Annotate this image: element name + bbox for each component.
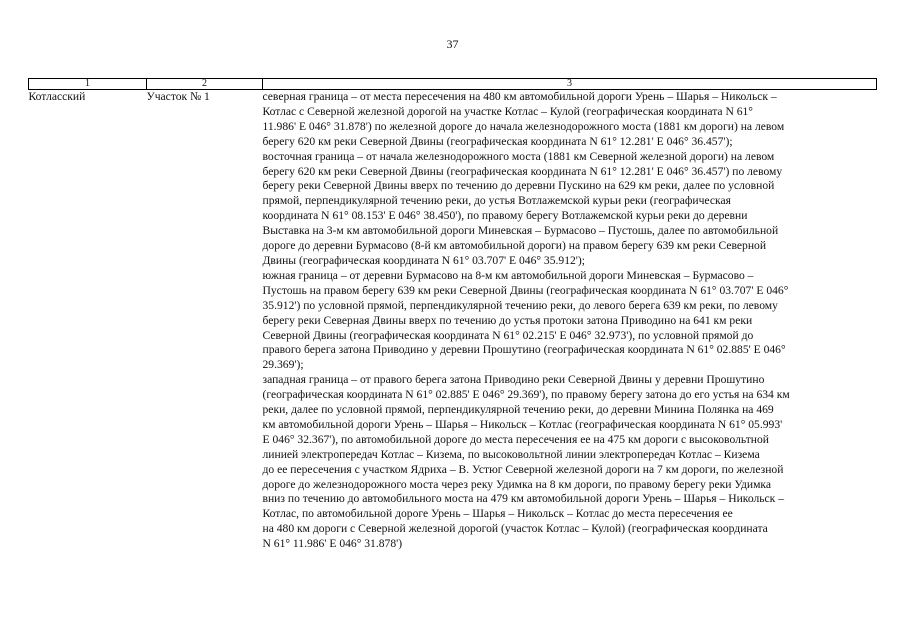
boundary-description <box>263 90 877 553</box>
description-line: Котлас, по автомобильной дороге Урень – Шарья – Никольск – Котлас до места пересечения ее <box>262 507 733 521</box>
boundary-table <box>28 78 877 552</box>
description-line: 29.369'); <box>262 358 304 372</box>
description-line: 35.912') по условной прямой, перпендикулярной течению реки, до левого берега 639 км реки, по левому <box>262 298 778 312</box>
column-number-1: 1 <box>29 79 147 90</box>
description-line: реки, далее по условной прямой, перпендикулярной течению реки, до деревни Минина Полянка на 469 <box>262 403 774 417</box>
section-name: Участок № 1 <box>146 90 210 103</box>
description-line: дороге до деревни Бурмасово (8-й км автомобильной дороги) на правом берегу 639 км реки Северной <box>262 239 767 253</box>
column-number-3: 3 <box>263 79 877 90</box>
description-line: (географическая координата N 61° 02.885' E 046° 29.369'), по правому берегу затона до его устья на 634 км <box>262 388 790 402</box>
description-line: берегу реки Северной Двины вверх по течению до деревни Пускино на 629 км реки, далее по условной <box>262 179 775 193</box>
description-line: км автомобильной дороги Урень – Шарья – Никольск – Котлас (географическая координата N 61° 05.993' <box>262 417 783 431</box>
description-line: берегу 620 км реки Северной Двины (географическая координата N 61° 12.281' E 046° 36.457'); <box>262 134 733 148</box>
description-line: Двины (географическая координата N 61° 03.707' E 046° 35.912'); <box>262 253 585 267</box>
description-line: западная граница – от правого берега затона Приводино реки Северной Двины у деревни Прошутино <box>262 373 765 387</box>
description-line: линией электропередач Котлас – Кизема, по высоковольтной линии электропередач Котлас – Кизема <box>262 447 760 461</box>
description-line: прямой, перпендикулярной течению реки, до устья Вотлажемской курьи реки (географическая <box>262 194 731 208</box>
description-line: южная граница – от деревни Бурмасово на 8-м км автомобильной дороги Миневская – Бурмасово – <box>262 268 754 282</box>
description-line: Северной Двины (географическая координата N 61° 02.215' E 046° 32.973'), по условной прямой до <box>262 328 754 342</box>
table-row <box>29 90 877 553</box>
description-line: северная граница – от места пересечения на 480 км автомобильной дороги Урень – Шарья – Никольск – <box>262 90 777 103</box>
description-line: N 61° 11.986' E 046° 31.878') <box>262 537 403 551</box>
column-number-row <box>29 79 877 90</box>
description-line: на 480 км дороги с Северной железной дорогой (участок Котлас – Кулой) (географическая координата <box>262 522 768 536</box>
district-name: Котласский <box>28 90 86 103</box>
description-line: берегу 620 км реки Северной Двины (географическая координата N 61° 12.281' E 046° 36.457') по левому <box>262 164 783 178</box>
description-line: вниз по течению до автомобильного моста на 479 км автомобильной дороги Урень – Шарья – Никольск – <box>262 492 785 506</box>
description-line: восточная граница – от начала железнодорожного моста (1881 км Северной железной дороги) на левом <box>262 149 775 163</box>
description-line: Пустошь на правом берегу 639 км реки Северной Двины (географическая координата N 61° 03.707' E 046° <box>262 283 789 297</box>
description-line: до ее пересечения с участком Ядриха – В. Устюг Северной железной дороги на 7 км дороги, по железной <box>262 462 784 476</box>
description-line: правого берега затона Приводино у деревни Прошутино (географическая координата N 61° 02.885' E 046° <box>262 343 786 357</box>
description-line: E 046° 32.367'), по автомобильной дороге до места пересечения ее на 475 км дороги с высоковольтной <box>262 432 769 446</box>
description-line: дороге до железнодорожного моста через реку Удимка на 8 км дороги, по правому берегу реки Удимка <box>262 477 772 491</box>
description-line: 11.986' E 046° 31.878') по железной дороге до начала железнодорожного моста (1881 км дороги) на левом <box>262 119 785 133</box>
column-number-2: 2 <box>147 79 263 90</box>
description-line: Выставка на 3-м км автомобильной дороги Миневская – Бурмасово – Пустошь, далее по автомобильной <box>262 224 779 238</box>
description-line: координата N 61° 08.153' E 046° 38.450'), по правому берегу Вотлажемской курьи реки до деревни <box>262 209 748 223</box>
description-line: берегу реки Северная Двины вверх по течению до устья протоки затона Приводино на 641 км реки <box>262 313 753 327</box>
page-number: 37 <box>446 37 459 51</box>
description-line: Котлас с Северной железной дорогой на участке Котлас – Кулой (географическая координата N 61° <box>262 104 753 118</box>
